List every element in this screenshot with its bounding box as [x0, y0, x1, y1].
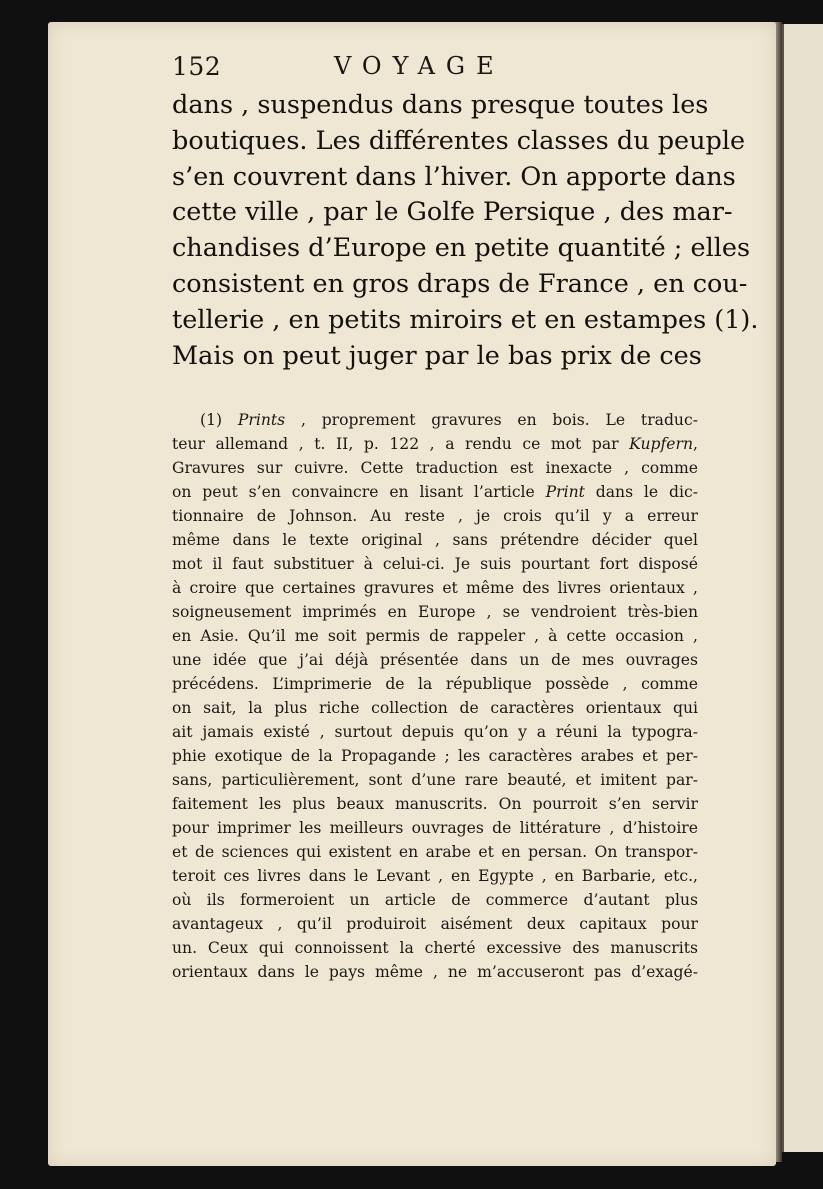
main-text-line: consistent en gros draps de France , en cou- — [172, 268, 748, 299]
footnote-line: en Asie. Qu’il me soit permis de rappeler , à cette occasion , — [172, 627, 698, 645]
footnote-line: où ils formeroient un article de commerce d’autant plus — [172, 891, 698, 909]
main-text-line: chandises d’Europe en petite quantité ; elles — [172, 233, 751, 264]
footnote — [172, 408, 698, 984]
main-text-line: dans , suspendus dans presque toutes les — [172, 90, 709, 120]
footnote-term-kupfern: Kupfern — [629, 435, 694, 453]
footnote-marker: (1) — [200, 411, 223, 429]
footnote-line: sans, particulièrement, sont d’une rare beauté, et imitent par- — [172, 771, 698, 789]
footnote-line: orientaux dans le pays même , ne m’accuseront pas d’exagé- — [172, 963, 698, 981]
footnote-line: pour imprimer les meilleurs ouvrages de littérature , d’histoire — [172, 819, 698, 837]
footnote-text: on peut s’en convaincre en lisant l’article — [172, 483, 535, 501]
footnote-text: dans le dic- — [595, 483, 698, 501]
footnote-line: tionnaire de Johnson. Au reste , je crois qu’il y a erreur — [172, 507, 698, 525]
footnote-line: soigneusement imprimés en Europe , se vendroient très-bien — [172, 603, 698, 621]
footnote-text: , — [693, 435, 698, 453]
footnote-line — [172, 432, 698, 456]
main-text-line: tellerie , en petits miroirs et en estampes (1). — [172, 304, 759, 335]
footnote-term-print: Print — [545, 483, 585, 501]
main-text — [172, 88, 759, 374]
main-text-line: s’en couvrent dans l’hiver. On apporte dans — [172, 161, 736, 192]
footnote-line — [172, 480, 698, 504]
main-text-line: Mais on peut juger par le bas prix de ces — [172, 340, 702, 371]
facing-page-edge — [782, 24, 823, 1152]
footnote-line: et de sciences qui existent en arabe et en persan. On transpor- — [172, 843, 698, 861]
footnote-line: mot il faut substituer à celui-ci. Je suis pourtant fort disposé — [172, 555, 698, 573]
footnote-text: teur allemand , t. II, p. 122 , a rendu ce mot par — [172, 435, 619, 453]
footnote-line: précédens. L’imprimerie de la république possède , comme — [172, 675, 698, 693]
page-header — [172, 52, 692, 84]
footnote-line: on sait, la plus riche collection de caractères orientaux qui — [172, 699, 698, 717]
footnote-line: avantageux , qu’il produiroit aisément deux capitaux pour — [172, 915, 698, 933]
footnote-line: ait jamais existé , surtout depuis qu’on y a réuni la typogra- — [172, 723, 698, 741]
footnote-line: un. Ceux qui connoissent la cherté excessive des manuscrits — [172, 939, 698, 957]
main-text-line: boutiques. Les différentes classes du peuple — [172, 125, 746, 156]
footnote-line: Gravures sur cuivre. Cette traduction est inexacte , comme — [172, 459, 698, 477]
footnote-line: à croire que certaines gravures et même des livres orientaux , — [172, 579, 698, 597]
footnote-line: phie exotique de la Propagande ; les caractères arabes et per- — [172, 747, 698, 765]
footnote-line: teroit ces livres dans le Levant , en Egypte , en Barbarie, etc., — [172, 867, 698, 885]
running-title: VOYAGE — [334, 52, 505, 80]
footnote-line: même dans le texte original , sans prétendre décider quel — [172, 531, 698, 549]
main-text-line: cette ville , par le Golfe Persique , des mar- — [172, 197, 733, 228]
footnote-line: une idée que j’ai déjà présentée dans un de mes ouvrages — [172, 651, 698, 669]
footnote-line — [172, 408, 698, 432]
page-number: 152 — [172, 52, 222, 81]
footnote-text: , proprement gravures en bois. Le traduc- — [300, 411, 698, 429]
footnote-line: faitement les plus beaux manuscrits. On pourroit s’en servir — [172, 795, 698, 813]
footnote-term-prints: Prints — [237, 411, 286, 429]
